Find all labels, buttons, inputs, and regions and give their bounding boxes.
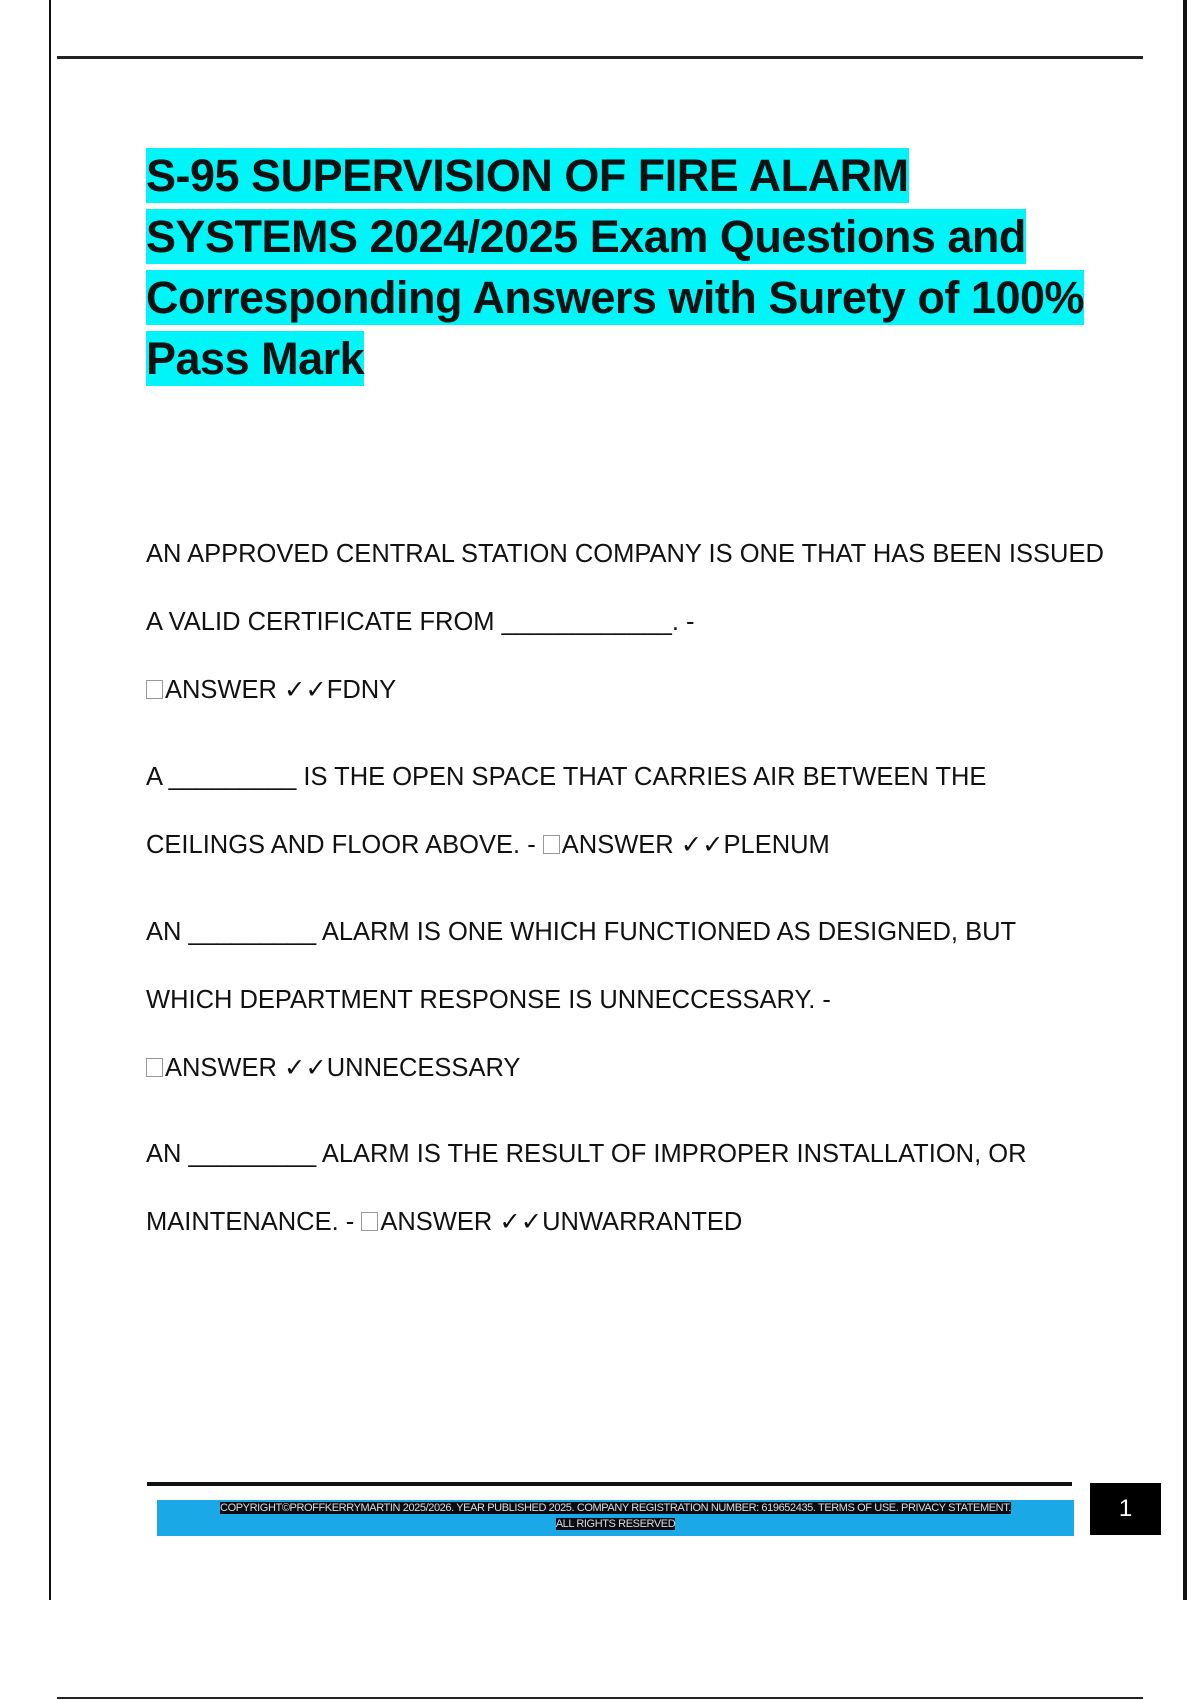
answer-label: ANSWER ✓✓: [165, 676, 327, 704]
document-title: [146, 145, 1106, 389]
question-text: AN _________ ALARM IS ONE WHICH FUNCTIONED AS DESIGNED, BUT WHICH DEPARTMENT RESPONSE IS UNNECCESSARY. -: [146, 918, 1016, 1014]
question-text: AN _________ ALARM IS THE RESULT OF IMPROPER INSTALLATION, OR MAINTENANCE. -: [146, 1140, 1027, 1236]
answer-text: UNNECESSARY: [326, 1054, 521, 1082]
footer-rule: [147, 1482, 1072, 1486]
header-rule: [57, 56, 1143, 59]
copyright-text: COPYRIGHT©PROFFKERRYMARTIN 2025/2026. YEAR PUBLISHED 2025. COMPANY REGISTRATION NUMBER: 619652435. TERMS OF USE. PRIVACY STATEMENT.: [220, 1502, 1011, 1514]
qa-item: [146, 520, 1106, 724]
answer-label: ANSWER ✓✓: [165, 1054, 327, 1082]
checkbox-icon: [543, 835, 560, 854]
answer-label: ANSWER ✓✓: [380, 1208, 543, 1236]
qa-item: [146, 898, 1106, 1102]
answer-label: ANSWER ✓✓: [561, 831, 724, 859]
answer-text: PLENUM: [723, 831, 830, 859]
next-page-rule: [57, 1697, 1143, 1699]
answer-text: FDNY: [326, 676, 397, 704]
page-border-left: [49, 0, 51, 1600]
title-text: S-95 SUPERVISION OF FIRE ALARM SYSTEMS 2024/2025 Exam Questions and Corresponding Answers with Surety of 100% Pass Mark: [146, 150, 1085, 384]
answer-text: UNWARRANTED: [542, 1208, 743, 1236]
checkbox-icon: [361, 1212, 378, 1231]
question-text: AN APPROVED CENTRAL STATION COMPANY IS ONE THAT HAS BEEN ISSUED A VALID CERTIFICATE FROM ____________. -: [146, 540, 1104, 636]
qa-item: [146, 743, 1106, 879]
page-number: 1: [1090, 1483, 1161, 1535]
qa-item: [146, 1120, 1106, 1256]
checkbox-icon: [146, 680, 163, 699]
footer-copyright: [157, 1500, 1074, 1536]
page-border-right: [1183, 0, 1187, 1600]
checkbox-icon: [146, 1058, 163, 1077]
rights-text: ALL RIGHTS RESERVED: [555, 1518, 676, 1530]
question-text: A _________ IS THE OPEN SPACE THAT CARRIES AIR BETWEEN THE CEILINGS AND FLOOR ABOVE. -: [146, 763, 987, 859]
